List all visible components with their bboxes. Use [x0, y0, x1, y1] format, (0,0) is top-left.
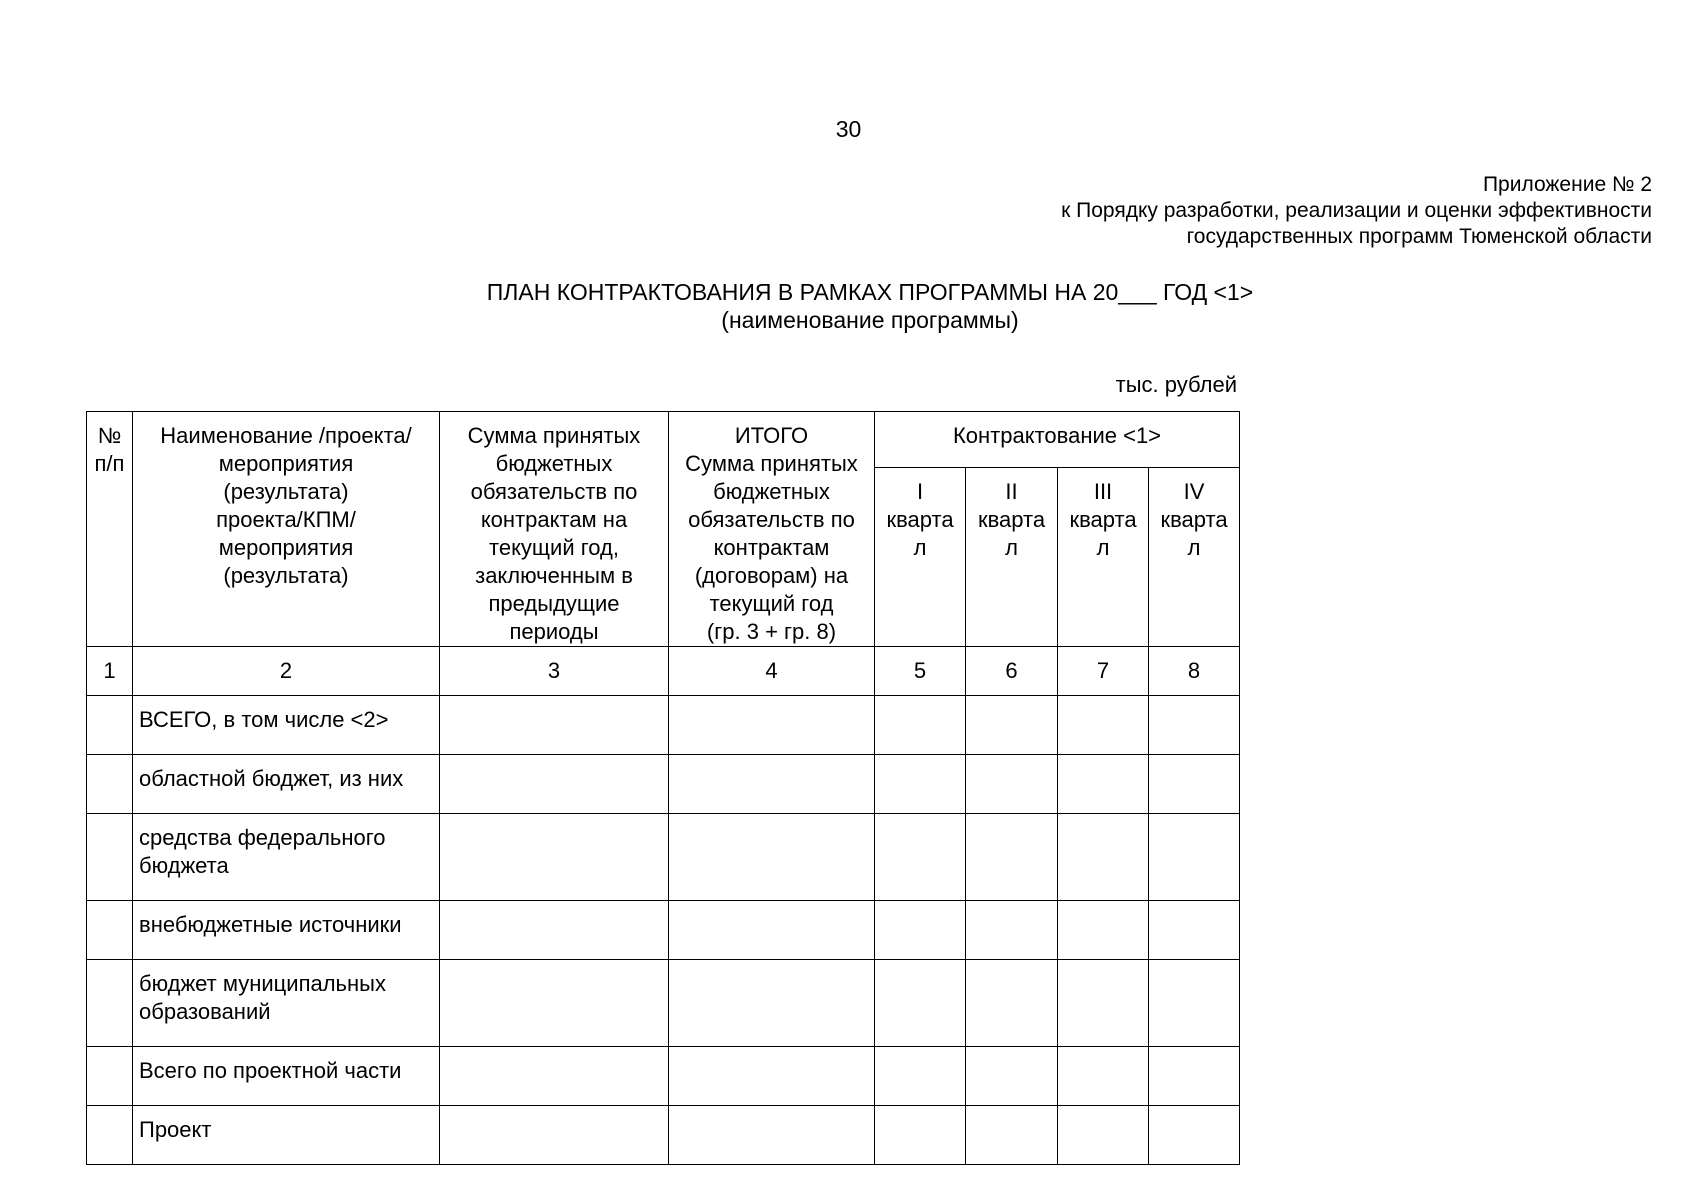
table-cell [1058, 755, 1149, 814]
table-cell [440, 901, 669, 960]
table-cell [440, 814, 669, 901]
row-label: средства федерального бюджета [133, 814, 440, 901]
table-cell [966, 1047, 1058, 1106]
units-label: тыс. рублей [1115, 372, 1237, 397]
table-cell [1149, 755, 1240, 814]
document-title-block [320, 278, 1420, 334]
table-cell [875, 1106, 966, 1165]
quarter-word: л [1187, 534, 1201, 560]
quarter-number: I [916, 478, 924, 504]
table-cell [875, 901, 966, 960]
header-number-line-1: № [97, 423, 122, 448]
header-prior-line: периоды [509, 619, 599, 644]
table-cell [966, 1106, 1058, 1165]
table-cell [440, 1106, 669, 1165]
table-cell [1058, 696, 1149, 755]
header-total-line: обязательств по [688, 507, 855, 532]
table-row [87, 696, 1240, 755]
program-name-placeholder: (наименование программы) [721, 307, 1019, 333]
header-total-line: (гр. 3 + гр. 8) [706, 619, 837, 644]
header-name-line: проекта/КПМ/ [216, 507, 356, 532]
header-quarter-1 [875, 467, 966, 646]
header-contracting: Контрактование <1> [875, 412, 1240, 468]
table-cell [669, 814, 875, 901]
table-row [87, 901, 1240, 960]
quarter-word: л [1096, 534, 1110, 560]
table-cell [1149, 1106, 1240, 1165]
table-cell [87, 696, 133, 755]
table-cell [1058, 1106, 1149, 1165]
header-name-line: Наименование /проекта/ [160, 423, 412, 448]
header-prior-line: предыдущие [488, 591, 620, 616]
header-total-line: бюджетных [713, 479, 830, 504]
table-cell [1149, 696, 1240, 755]
table-row [87, 1106, 1240, 1165]
table-cell [1058, 960, 1149, 1047]
contracting-plan-table [86, 411, 1240, 1165]
column-number: 3 [440, 647, 669, 696]
row-label: бюджет муниципальных образований [133, 960, 440, 1047]
table-cell [1149, 901, 1240, 960]
quarter-word: кварта [1160, 506, 1228, 532]
column-number: 6 [966, 647, 1058, 696]
table-row [87, 814, 1240, 901]
quarter-number: IV [1183, 478, 1205, 504]
table-cell [875, 755, 966, 814]
appendix-line-1: Приложение № 2 [1482, 173, 1652, 196]
table-row [87, 755, 1240, 814]
column-number: 4 [669, 647, 875, 696]
table-row [87, 960, 1240, 1047]
row-label: Всего по проектной части [133, 1047, 440, 1106]
table-cell [875, 960, 966, 1047]
header-prior-line: обязательств по [470, 479, 638, 504]
header-quarter-2 [966, 467, 1058, 646]
column-number: 1 [87, 647, 133, 696]
table-cell [87, 960, 133, 1047]
row-label: ВСЕГО, в том числе <2> [133, 696, 440, 755]
header-total-line: Сумма принятых [685, 451, 858, 476]
table-cell [440, 696, 669, 755]
table-cell [440, 1047, 669, 1106]
header-quarter-4 [1149, 467, 1240, 646]
header-total-line: контрактам [713, 535, 830, 560]
header-name-line: мероприятия [218, 451, 354, 476]
quarter-word: кварта [886, 506, 954, 532]
table-cell [669, 901, 875, 960]
header-prior-line: заключенным в [475, 563, 633, 588]
table-cell [669, 1047, 875, 1106]
header-number [87, 412, 133, 647]
header-name [133, 412, 440, 647]
table-cell [669, 755, 875, 814]
quarter-word: л [1005, 534, 1018, 560]
quarter-word: кварта [1069, 506, 1137, 532]
table-cell [87, 1047, 133, 1106]
column-number: 2 [133, 647, 440, 696]
header-prior-line: Сумма принятых [467, 423, 641, 448]
header-prior-line: контрактам на [480, 507, 628, 532]
table-cell [669, 696, 875, 755]
header-prior-obligations [440, 412, 669, 647]
header-name-line: мероприятия [218, 535, 354, 560]
table-cell [966, 696, 1058, 755]
quarter-word: кварта [977, 506, 1046, 532]
column-numbers-row [87, 647, 1240, 696]
table-cell [87, 1106, 133, 1165]
table-cell [966, 814, 1058, 901]
header-quarter-3 [1058, 467, 1149, 646]
table-cell [440, 960, 669, 1047]
appendix-note [1061, 172, 1652, 250]
appendix-line-2: к Порядку разработки, реализации и оценки эффективности [1061, 199, 1652, 222]
table-cell [1149, 814, 1240, 901]
table-row [87, 1047, 1240, 1106]
table-cell [966, 901, 1058, 960]
table-cell [87, 901, 133, 960]
table-cell [87, 814, 133, 901]
header-name-line: (результата) [223, 563, 349, 588]
table-cell [669, 960, 875, 1047]
table-cell [1149, 1047, 1240, 1106]
table-cell [87, 755, 133, 814]
header-name-line: (результата) [223, 479, 349, 504]
quarter-word: л [913, 534, 927, 560]
table-cell [1058, 901, 1149, 960]
header-total-line: ИТОГО [734, 423, 809, 448]
document-title: ПЛАН КОНТРАКТОВАНИЯ В РАМКАХ ПРОГРАММЫ НА 20___ ГОД <1> [486, 279, 1254, 305]
column-number: 7 [1058, 647, 1149, 696]
table-cell [875, 1047, 966, 1106]
header-total-line: текущий год [709, 591, 834, 616]
quarter-number: III [1093, 478, 1113, 504]
column-number: 5 [875, 647, 966, 696]
page-number: 30 [835, 116, 862, 142]
row-label: областной бюджет, из них [133, 755, 440, 814]
table-cell [1058, 814, 1149, 901]
header-prior-line: бюджетных [495, 451, 613, 476]
table-cell [875, 814, 966, 901]
table-cell [966, 960, 1058, 1047]
table-cell [966, 755, 1058, 814]
table-cell [440, 755, 669, 814]
row-label: Проект [133, 1106, 440, 1165]
table-cell [875, 696, 966, 755]
header-total-line: (договорам) на [694, 563, 849, 588]
header-total [669, 412, 875, 647]
table-cell [669, 1106, 875, 1165]
quarter-number: II [1005, 478, 1018, 504]
table-cell [1149, 960, 1240, 1047]
header-number-line-2: п/п [94, 451, 125, 476]
header-prior-line: текущий год, [489, 535, 619, 560]
column-number: 8 [1149, 647, 1240, 696]
row-label: внебюджетные источники [133, 901, 440, 960]
appendix-line-3: государственных программ Тюменской области [1186, 225, 1652, 248]
table-cell [1058, 1047, 1149, 1106]
